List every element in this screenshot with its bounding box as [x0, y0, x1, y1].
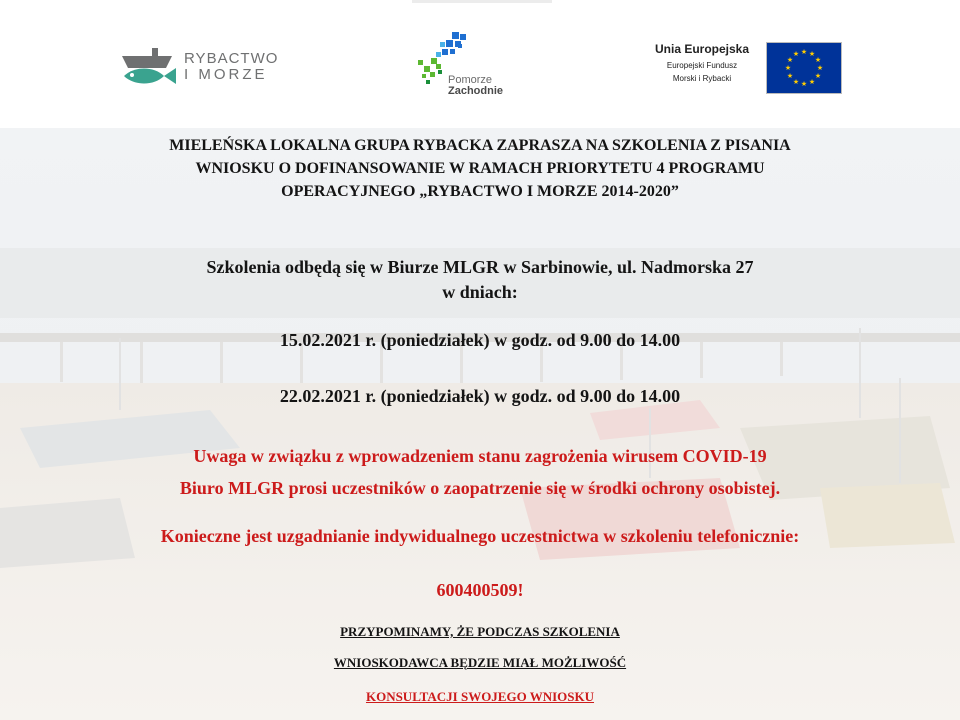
reminder-line-1: PRZYPOMINAMY, ŻE PODCZAS SZKOLENIA [340, 624, 620, 639]
svg-text:★: ★ [814, 56, 822, 64]
pomorze-logo-line1: Pomorze [448, 74, 493, 86]
training-date-1: 15.02.2021 r. (poniedziałek) w godz. od 9.00 do 14.00 [279, 330, 681, 350]
svg-text:★: ★ [808, 78, 816, 86]
svg-text:★: ★ [808, 50, 816, 58]
phone-number: 600400509! [436, 580, 524, 600]
eu-flag-icon [766, 42, 842, 94]
venue-info [40, 255, 920, 305]
eu-logo-subtitle-1: Europejski Fundusz [666, 61, 738, 70]
venue-dates-label: w dniach: [442, 282, 518, 302]
registration-requirement [40, 528, 920, 544]
warning-line: Biuro MLGR prosi uczestników o zaopatrzenie się w środki ochrony osobistej. [179, 478, 781, 498]
pomorze-zachodnie-logo [412, 30, 532, 100]
announcement-heading [40, 134, 920, 203]
warning-line: Uwaga w związku z wprowadzeniem stanu zagrożenia wirusem COVID-19 [193, 446, 767, 466]
svg-text:★: ★ [792, 78, 800, 86]
svg-text:★: ★ [800, 48, 808, 56]
training-date-2: 22.02.2021 r. (poniedziałek) w godz. od 9.00 do 14.00 [279, 386, 681, 406]
svg-text:★: ★ [792, 50, 800, 58]
reminder-line-2: WNIOSKODAWCA BĘDZIE MIAŁ MOŻLIWOŚĆ [333, 655, 627, 670]
svg-text:★: ★ [800, 80, 808, 88]
requirement-text: Konieczne jest uzgadnianie indywidualnego uczestnictwa w szkoleniu telefonicznie: [160, 526, 800, 546]
eu-logo-title: Unia Europejska [654, 42, 750, 56]
eu-logo-subtitle-2: Morski i Rybacki [672, 74, 732, 83]
covid-warning [40, 440, 920, 504]
heading-line: OPERACYJNEGO „RYBACTWO I MORZE 2014-2020” [281, 183, 679, 200]
heading-line: MIELEŃSKA LOKALNA GRUPA RYBACKA ZAPRASZA NA SZKOLENIA Z PISANIA [169, 137, 791, 154]
pomorze-logo-line2: Zachodnie [448, 85, 504, 97]
venue-line: Szkolenia odbędą się w Biurze MLGR w Sarbinowie, ul. Nadmorska 27 [206, 257, 754, 277]
fish-boat-icon [118, 46, 182, 88]
rybactwo-logo-line2: I MORZE [184, 66, 268, 83]
rybactwo-i-morze-logo [118, 46, 288, 88]
header-divider [412, 0, 552, 3]
reminder-line-3: KONSULTACJI SWOJEGO WNIOSKU [365, 689, 595, 704]
eu-fund-logo [636, 40, 846, 94]
svg-text:★: ★ [814, 72, 822, 80]
svg-text:★: ★ [816, 64, 824, 72]
heading-line: WNIOSKU O DOFINANSOWANIE W RAMACH PRIORYTETU 4 PROGRAMU [195, 160, 765, 177]
rybactwo-logo-line1: RYBACTWO [184, 50, 279, 67]
svg-text:★: ★ [786, 56, 794, 64]
svg-text:★: ★ [786, 72, 794, 80]
svg-text:★: ★ [784, 64, 792, 72]
